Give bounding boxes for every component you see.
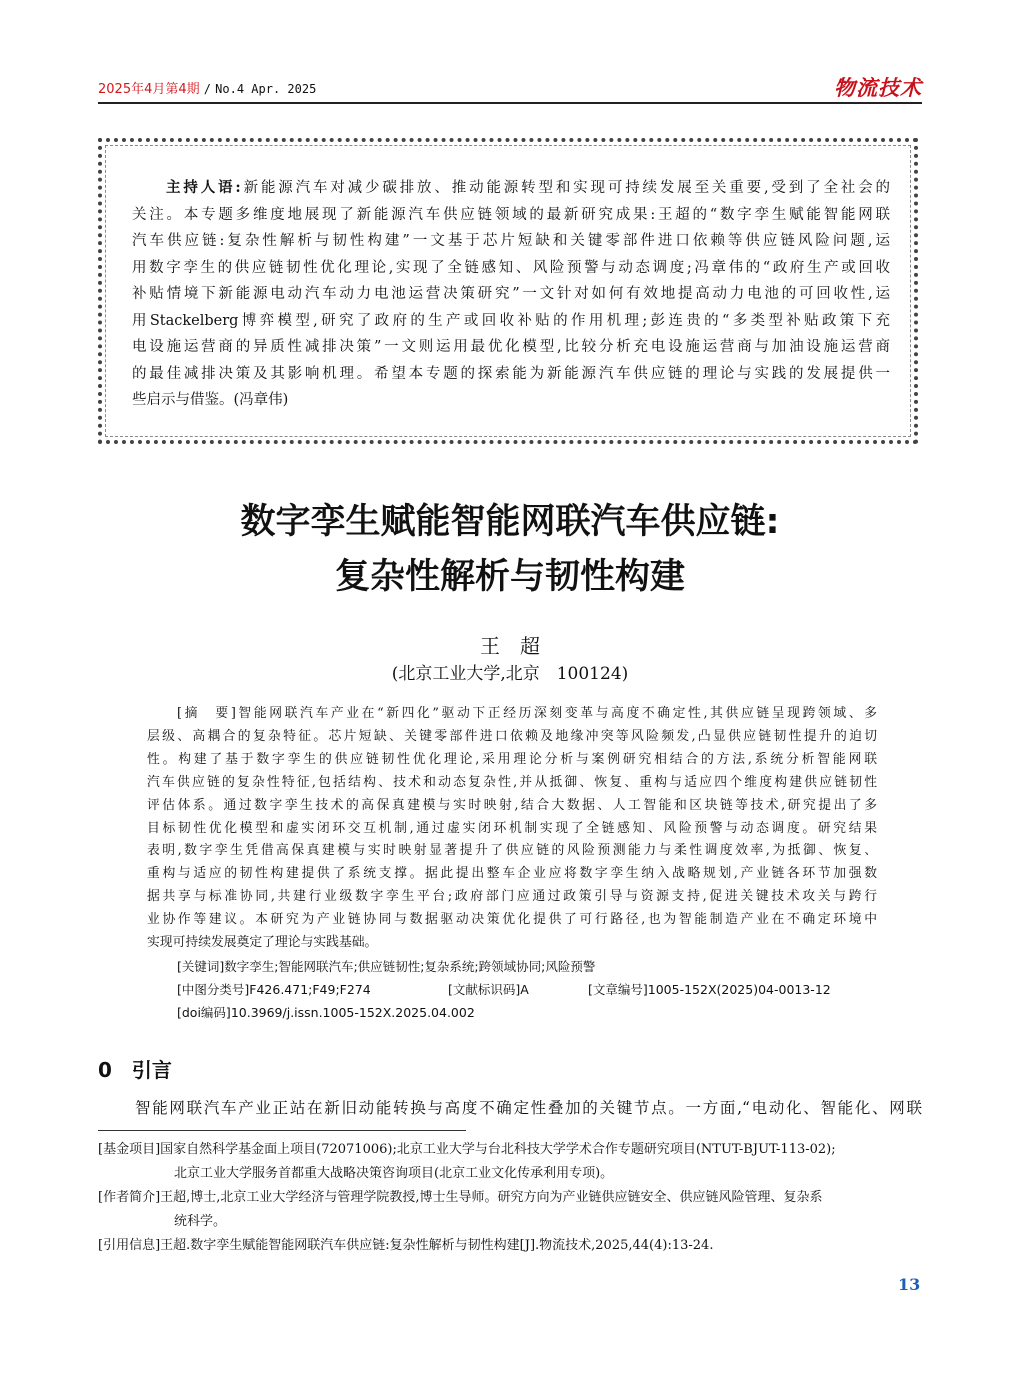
keywords: [关键词]数字孪生;智能网联汽车;供应链韧性;复杂系统;跨领域协同;风险预警 (177, 959, 596, 974)
abstract-line: 实现可持续发展奠定了理论与实践基础。 (147, 935, 378, 951)
page-number: 13 (898, 1275, 921, 1294)
doi: [doi编码]10.3969/j.issn.1005-152X.2025.04.002 (177, 1005, 475, 1020)
abstract-line: 业协作等建议。本研究为产业链协同与数据驱动决策优化提供了可行路径,也为智能制造产业在不确定环境中 (147, 912, 877, 928)
section-title: 引言 (131, 1058, 172, 1082)
abstract-label: [摘 要] (177, 706, 236, 721)
host-line: 些启示与借鉴。(冯章伟) (132, 392, 289, 408)
body-paragraph: 智能网联汽车产业正站在新旧动能转换与高度不确定性叠加的关键节点。一方面,“电动化、智能化、网联 (135, 1099, 922, 1117)
footnote-author: [作者简介]王超,博士,北京工业大学经济与管理学院教授,博士生导师。研究方向为产业链供应链安全、供应链风险管理、复杂系 统科学。 (98, 1190, 823, 1229)
header-rule (98, 102, 922, 104)
section-number: 0 (98, 1058, 112, 1082)
section-heading (98, 1054, 172, 1083)
journal-logo: 物流技术 (834, 75, 922, 100)
abstract-line: 据共享与标准协同,共建行业级数字孪生平台;政府部门应通过政策引导与资源支持,促进关键技术攻关与跨行 (147, 889, 877, 905)
abstract-line: 层级、高耦合的复杂特征。芯片短缺、关键零部件进口依赖及地缘冲突等风险频发,凸显供应链韧性提升的迫切 (147, 728, 877, 744)
footnote-citation: [引用信息]王超.数字孪生赋能智能网联汽车供应链:复杂性解析与韧性构建[J].物流技术,2025,44(4):13-24. (98, 1238, 714, 1253)
abstract-line: 表明,数字孪生凭借高保真建模与实时映射显著提升了供应链的风险预测能力与柔性调度效率,为抵御、恢复、 (147, 843, 877, 859)
host-line: 主持人语:新能源汽车对减少碳排放、推动能源转型和实现可持续发展至关重要,受到了全社会的 (166, 179, 891, 196)
author: 王 超 (480, 634, 540, 658)
host-note (132, 175, 890, 414)
abstract-line: 目标韧性优化模型和虚实闭环交互机制,通过虚实闭环机制实现了全链感知、风险预警与动态调度。研究结果 (147, 820, 877, 836)
abstract-line: [摘 要]智能网联汽车产业在“新四化”驱动下正经历深刻变革与高度不确定性,其供应链呈现跨领域、多 (177, 706, 877, 721)
host-line: 用数字孪生的供应链韧性优化理论,实现了全链感知、风险预警与动态调度;冯章伟的“政府生产或回收 (132, 259, 890, 276)
issue-cn: 2025年4月第4期 (98, 82, 200, 97)
clc-code: [中图分类号]F426.471;F49;F274 (177, 982, 371, 997)
issue-en: No.4 Apr. 2025 (215, 82, 317, 96)
abstract-line: 性。构建了基于数字孪生的供应链韧性优化理论,采用理论分析与案例研究相结合的方法,系统分析智能网联 (147, 751, 877, 767)
issue-info (98, 78, 316, 97)
abstract (147, 703, 877, 955)
footnote-rule (98, 1130, 466, 1131)
document-code: [文献标识码]A (448, 982, 529, 997)
host-label: 主持人语: (166, 179, 241, 196)
abstract-line: 评估体系。通过数字孪生技术的高保真建模与实时映射,结合大数据、人工智能和区块链等技术,研究提出了多 (147, 797, 877, 813)
affiliation: (北京工业大学,北京 100124) (391, 664, 629, 684)
article-title-line1: 数字孪生赋能智能网联汽车供应链: (240, 502, 780, 542)
host-line: 关注。本专题多维度地展现了新能源汽车供应链领域的最新研究成果:王超的“数字孪生赋能智能网联 (132, 206, 890, 223)
article-title-line2: 复杂性解析与韧性构建 (334, 557, 685, 597)
host-line: 补贴情境下新能源电动汽车动力电池运营决策研究”一文针对如何有效地提高动力电池的可回收性,运 (132, 286, 890, 302)
abstract-line: 重构与适应的韧性构建提供了系统支撑。据此提出整车企业应将数字孪生纳入战略规划,产业链各环节加强数 (147, 866, 877, 882)
separator: / (203, 82, 212, 96)
abstract-line: 汽车供应链的复杂性特征,包括结构、技术和动态复杂性,并从抵御、恢复、重构与适应四个维度构建供应链韧性 (147, 774, 877, 790)
article-number: [文章编号]1005-152X(2025)04-0013-12 (588, 982, 831, 997)
footnote-fund: [基金项目]国家自然科学基金面上项目(72071006);北京工业大学与台北科技大学学术合作专题研究项目(NTUT-BJUT-113-02); 北京工业大学服务首都重大战略决策咨询项目(北京工业文化传承利用专项)。 (98, 1142, 836, 1181)
host-line: 电设施运营商的异质性减排决策”一文则运用最优化模型,比较分析充电设施运营商与加油设施运营商 (132, 339, 890, 355)
host-line: 用Stackelberg博弈模型,研究了政府的生产或回收补贴的作用机理;彭连贵的“多类型补贴政策下充 (132, 312, 890, 329)
host-line: 的最佳减排决策及其影响机理。希望本专题的探索能为新能源汽车供应链的理论与实践的发展提供一 (132, 365, 890, 382)
host-line: 汽车供应链:复杂性解析与韧性构建”一文基于芯片短缺和关键零部件进口依赖等供应链风险问题,运 (132, 233, 890, 249)
